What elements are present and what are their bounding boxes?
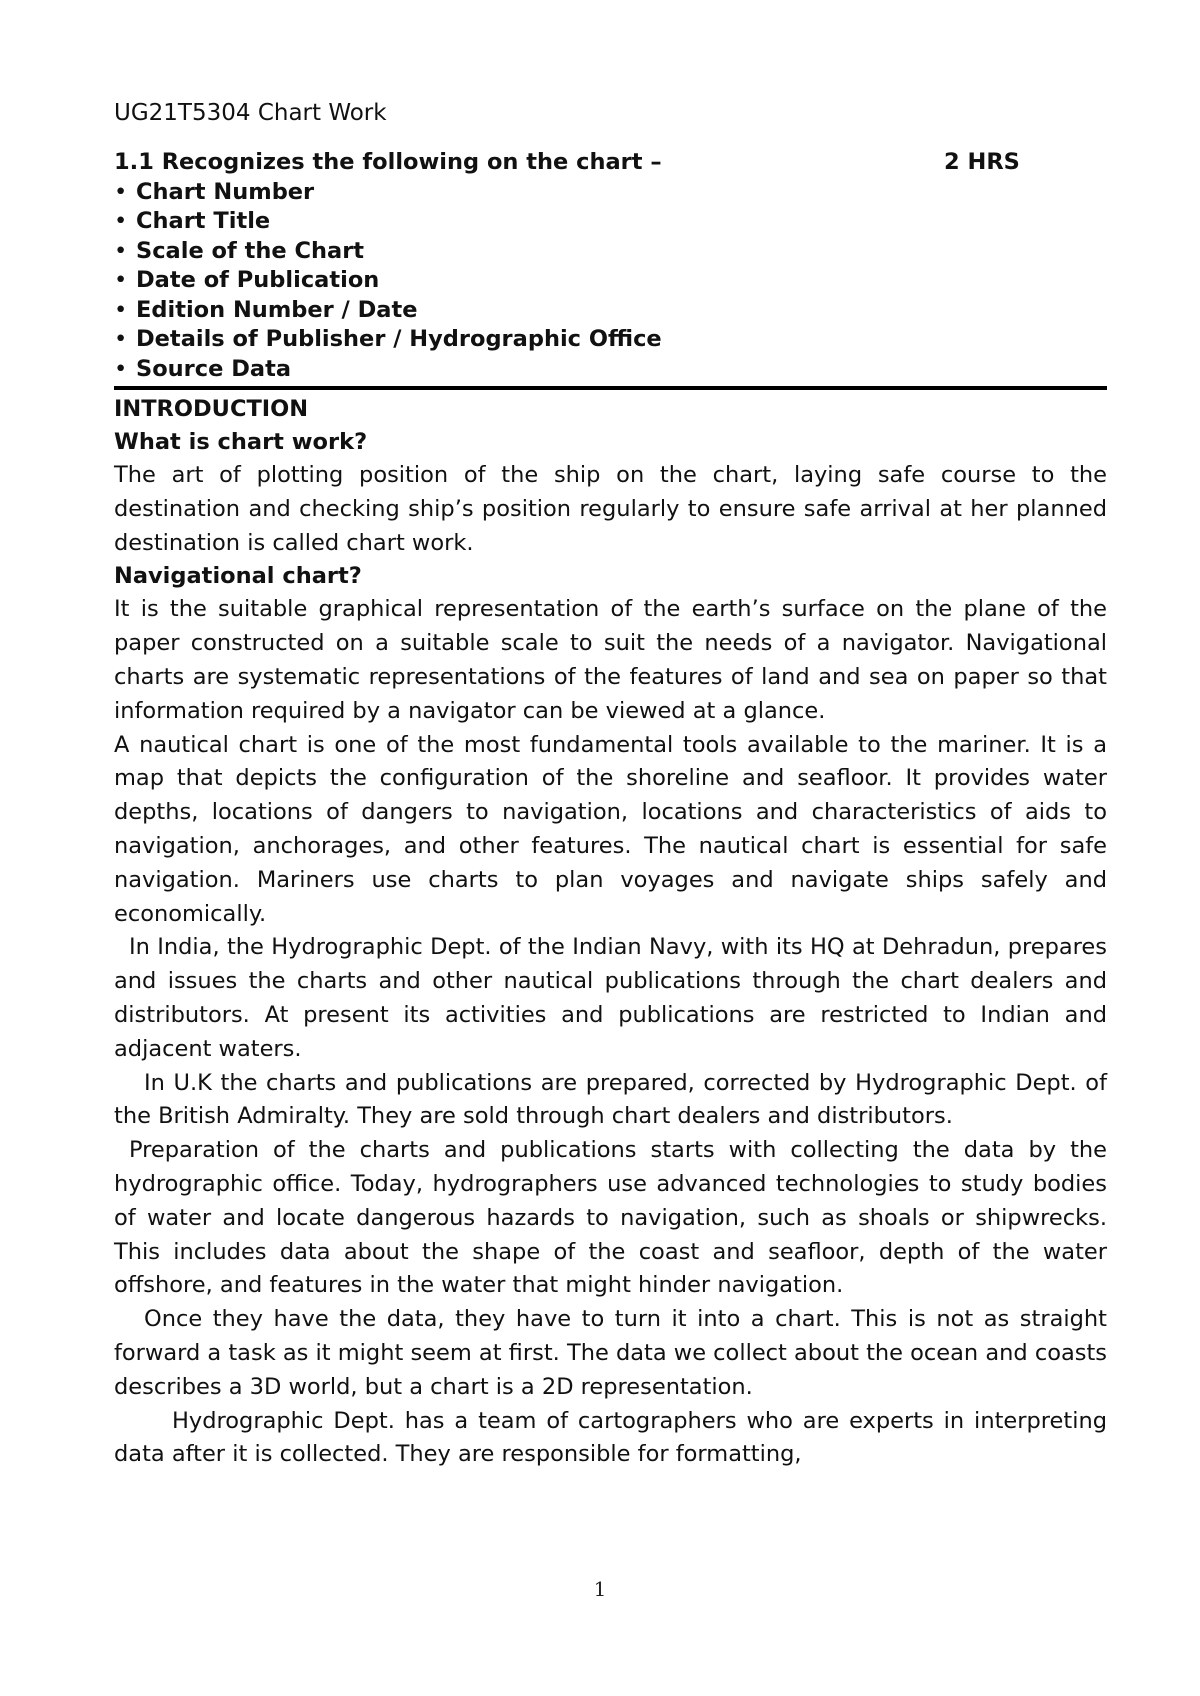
section-divider — [114, 386, 1107, 390]
paragraph-india: In India, the Hydrographic Dept. of the Indian Navy, with its HQ at Dehradun, prepares and issues the charts and other nautical publications through the chart dealers and distributors. At present its activities and publications are restricted to Indian and adjacent waters. — [114, 934, 1107, 1062]
paragraph-data: Once they have the data, they have to turn it into a chart. This is not as straight forward a task as it might seem at first. The data we collect about the ocean and coasts describes a 3D world, but a chart is a 2D representation. — [114, 1306, 1108, 1400]
course-code-title: UG21T5304 Chart Work — [114, 100, 387, 126]
bullet-icon: • — [114, 267, 128, 293]
topic-line — [114, 148, 1107, 178]
question-heading-navigational-chart: Navigational chart? — [114, 563, 362, 590]
bullet-icon: • — [114, 178, 128, 205]
list-item: • Chart Number — [114, 178, 1107, 208]
paragraph-nautical-chart: A nautical chart is one of the most fundamental tools available to the mariner. It is a map that depicts the configuration of the shoreline and seafloor. It provides water depths, locations of dangers to navigation, locations and characteristics of aids to navigation, anchorages, and other features. The nautical chart is essential for safe navigation. Mariners use charts to plan voyages and navigate ships safely and economically. — [114, 731, 1107, 927]
bullet-icon: • — [114, 296, 128, 323]
section-heading-introduction: INTRODUCTION — [114, 396, 309, 422]
bullet-icon: • — [114, 326, 128, 352]
question-heading-chart-work: What is chart work? — [114, 429, 368, 455]
paragraph-preparation: Preparation of the charts and publications starts with collecting the data by the hydrographic office. Today, hydrographers use advanced technologies to study bodies of water and locate dangerous hazards to navigation, such as shoals or shipwrecks. This includes data about the shape of the coast and seafloor, depth of the water offshore, and features in the water that might hinder navigation. — [114, 1137, 1107, 1299]
bullet-icon: • — [114, 355, 128, 382]
paragraph-navigational-chart: It is the suitable graphical representation of the earth’s surface on the plane of the paper constructed on a suitable scale to suit the needs of a navigator. Navigational charts are systematic representations of the features of land and sea on paper so that information required by a navigator can be viewed at a glance. — [114, 596, 1107, 724]
topic-duration: 2 HRS — [944, 149, 1020, 175]
topic-list — [114, 178, 1107, 385]
list-item: • Date of Publication — [114, 266, 1107, 296]
paragraph-chart-work: The art of plotting position of the ship on the chart, laying safe course to the destination and checking ship’s position regularly to ensure safe arrival at her planned destination is called chart work. — [114, 462, 1107, 556]
paragraph-uk: In U.K the charts and publications are prepared, corrected by Hydrographic Dept. of the British Admiralty. They are sold through chart dealers and distributors. — [114, 1069, 1107, 1130]
list-item: • Details of Publisher / Hydrographic Office — [114, 325, 1107, 355]
document-page — [114, 98, 1107, 1472]
list-item: • Scale of the Chart — [114, 237, 1107, 267]
paragraph-cartographers: Hydrographic Dept. has a team of cartographers who are experts in interpreting data after it is collected. They are responsible for formatting, — [114, 1407, 1107, 1468]
list-item: • Edition Number / Date — [114, 296, 1107, 326]
bullet-icon: • — [114, 237, 128, 264]
topic-label: 1.1 Recognizes the following on the chart – — [114, 149, 662, 175]
list-item: • Chart Title — [114, 207, 1107, 237]
bullet-icon: • — [114, 208, 128, 234]
list-item: • Source Data — [114, 355, 1107, 385]
page-number: 1 — [593, 1577, 607, 1601]
